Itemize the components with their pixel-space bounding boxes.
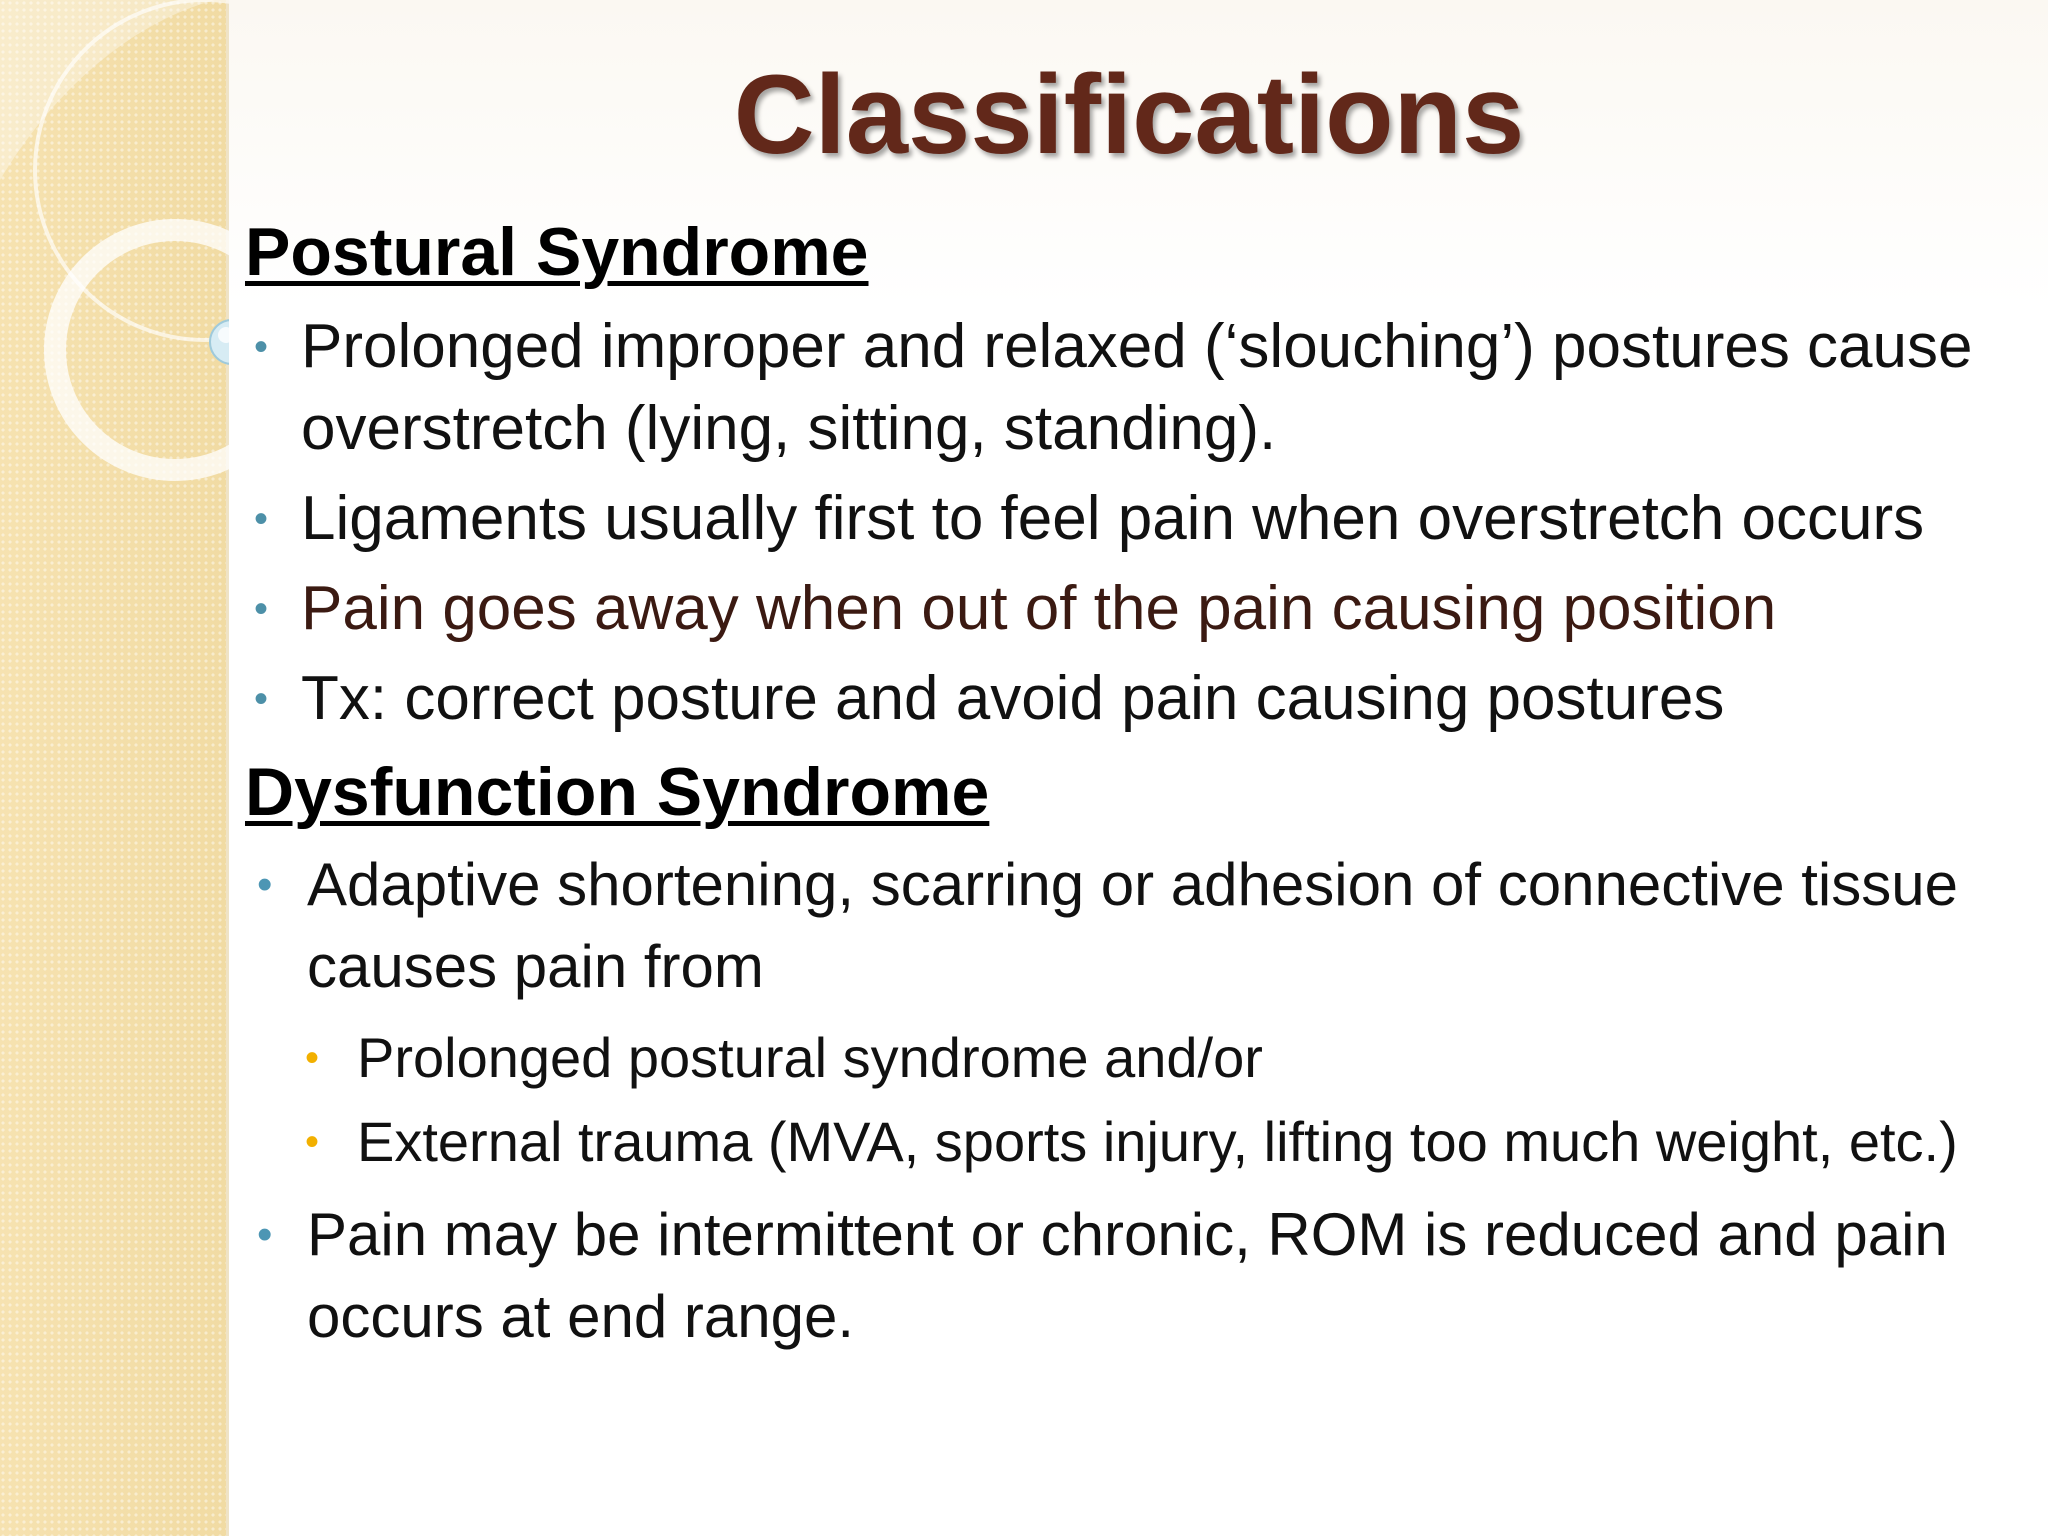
list-item xyxy=(245,844,2035,1008)
list-item xyxy=(245,568,2035,650)
section-heading-dysfunction-syndrome: Dysfunction Syndrome xyxy=(245,754,990,830)
bullet-icon: • xyxy=(257,1210,273,1259)
bullet-icon: • xyxy=(254,587,269,631)
bullet-list-dysfunction xyxy=(245,844,2035,1358)
list-item-text: Adaptive shortening, scarring or adhesion of connective tissue causes pain from xyxy=(307,851,1958,1000)
sub-bullet-icon: • xyxy=(305,1120,320,1164)
sub-list-item xyxy=(245,1016,2035,1100)
list-item-text: Ligaments usually first to feel pain when overstretch occurs xyxy=(301,484,1925,553)
sub-list-item xyxy=(245,1100,2035,1184)
section-heading-postural-syndrome: Postural Syndrome xyxy=(245,214,869,290)
bullet-list-postural xyxy=(245,306,2035,740)
list-item xyxy=(245,1194,2035,1358)
list-item-text: Pain may be intermittent or chronic, ROM is reduced and pain occurs at end range. xyxy=(307,1201,1948,1350)
list-item xyxy=(245,306,2035,470)
bullet-icon: • xyxy=(257,860,273,909)
slide-title: Classifications xyxy=(733,52,1525,177)
section-dysfunction-syndrome xyxy=(245,750,2035,1358)
bullet-icon: • xyxy=(254,325,269,369)
section-postural-syndrome xyxy=(245,210,2035,740)
list-item-text: Prolonged improper and relaxed (‘slouching’) postures cause overstretch (lying, sitting, standing). xyxy=(301,312,1973,463)
slide-content xyxy=(245,210,2035,1366)
bullet-icon: • xyxy=(254,497,269,541)
sub-list-item-text: External trauma (MVA, sports injury, lifting too much weight, etc.) xyxy=(357,1110,1958,1173)
list-item-text: Tx: correct posture and avoid pain causing postures xyxy=(301,664,1725,733)
list-item-text: Pain goes away when out of the pain causing position xyxy=(301,574,1777,643)
list-item xyxy=(245,478,2035,560)
sub-bullet-icon: • xyxy=(305,1036,320,1080)
bullet-icon: • xyxy=(254,677,269,721)
decorative-side-band xyxy=(0,0,229,1536)
sub-list-item-text: Prolonged postural syndrome and/or xyxy=(357,1026,1263,1089)
list-item xyxy=(245,658,2035,740)
